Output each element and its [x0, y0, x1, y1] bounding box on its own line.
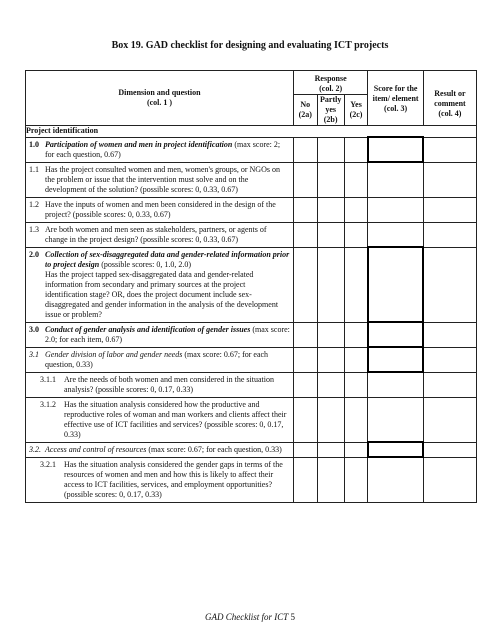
score-cell[interactable]: [368, 247, 423, 322]
question-number: 3.0: [29, 324, 39, 334]
response-partly-cell[interactable]: [317, 137, 344, 162]
result-cell[interactable]: [423, 347, 476, 372]
response-yes-cell[interactable]: [344, 322, 368, 347]
partly-col-label: (2b): [323, 115, 338, 124]
page-footer: [0, 612, 500, 622]
response-yes-cell[interactable]: [344, 247, 368, 322]
response-partly-cell[interactable]: [317, 322, 344, 347]
question-number: 1.2: [29, 199, 39, 209]
checklist-row: [26, 247, 477, 322]
response-col-label: (col. 2): [319, 84, 343, 93]
score-cell[interactable]: [368, 457, 423, 502]
checklist-row: [26, 322, 477, 347]
question-score-note: (max score: 0.67; for each question, 0.33): [146, 444, 282, 454]
question-cell: [26, 162, 294, 197]
score-cell[interactable]: [368, 397, 423, 442]
score-cell[interactable]: [368, 322, 423, 347]
question-text: [45, 445, 290, 455]
question-number: 3.2.: [29, 444, 41, 454]
result-cell[interactable]: [423, 247, 476, 322]
score-cell[interactable]: [368, 197, 423, 222]
result-cell[interactable]: [423, 162, 476, 197]
result-cell[interactable]: [423, 222, 476, 247]
checklist-row: [26, 347, 477, 372]
header-row: [26, 71, 477, 95]
response-partly-cell[interactable]: [317, 397, 344, 442]
question-number: 2.0: [29, 249, 39, 259]
question-cell: [26, 397, 294, 442]
result-cell[interactable]: [423, 372, 476, 397]
question-text: Has the situation analysis considered how the productive and reproductive roles of woman and man workers and clients affect their effective use of ICT facilities and services? (possible scores: 0, 0.17, 0.33): [64, 399, 287, 439]
response-partly-cell[interactable]: [317, 197, 344, 222]
response-no-cell[interactable]: [293, 197, 317, 222]
result-cell[interactable]: [423, 322, 476, 347]
response-partly-cell[interactable]: [317, 247, 344, 322]
response-no-cell[interactable]: [293, 137, 317, 162]
result-cell[interactable]: [423, 197, 476, 222]
page-number: 5: [290, 612, 295, 622]
response-yes-cell[interactable]: [344, 347, 368, 372]
question-score-note: (max score: 2; for each question, 0.67): [45, 139, 281, 159]
response-no-cell[interactable]: [293, 442, 317, 457]
no-header: [293, 95, 317, 126]
result-cell[interactable]: [423, 137, 476, 162]
question-lead: Conduct of gender analysis and identification of gender issues: [45, 324, 251, 334]
question-number: 3.2.1: [40, 459, 56, 469]
question-text: [45, 140, 290, 160]
response-yes-cell[interactable]: [344, 457, 368, 502]
question-lead: Participation of women and men in project identification: [45, 139, 233, 149]
result-label: Result or comment: [434, 89, 466, 108]
question-text: Has the project consulted women and men, women's groups, or NGOs on the problem or issue that the intervention must solve and on the development of the solution? (possible scores: 0, 0.33, 0.67): [45, 164, 280, 194]
response-no-cell[interactable]: [293, 457, 317, 502]
score-cell[interactable]: [368, 137, 423, 162]
checklist-row: [26, 222, 477, 247]
question-score-note: (max score: 2.0; for each item, 0.67): [45, 324, 290, 344]
score-cell[interactable]: [368, 347, 423, 372]
response-yes-cell[interactable]: [344, 197, 368, 222]
response-no-cell[interactable]: [293, 347, 317, 372]
response-yes-cell[interactable]: [344, 397, 368, 442]
question-text: Have the inputs of women and men been considered in the design of the project? (possible scores: 0, 0.33, 0.67): [45, 199, 276, 219]
result-cell[interactable]: [423, 397, 476, 442]
score-label: Score for the item/ element: [372, 84, 419, 103]
partly-header: [317, 95, 344, 126]
response-no-cell[interactable]: [293, 222, 317, 247]
response-partly-cell[interactable]: [317, 162, 344, 197]
section-row: [26, 126, 477, 138]
dimension-header: [26, 71, 294, 126]
yes-header: [344, 95, 368, 126]
question-text: Has the situation analysis considered the gender gaps in terms of the resources of women and men and how this is likely to affect their access to ICT facilities, services, and employment opportunities? (possible scores: 0, 0.17, 0.33): [64, 459, 283, 499]
dimension-label: Dimension and question: [118, 88, 201, 97]
yes-label: Yes: [350, 100, 362, 109]
response-no-cell[interactable]: [293, 162, 317, 197]
result-header: [423, 71, 476, 126]
question-text: [45, 250, 290, 320]
dimension-col-label: (col. 1 ): [146, 98, 173, 107]
response-yes-cell[interactable]: [344, 162, 368, 197]
response-yes-cell[interactable]: [344, 372, 368, 397]
no-col-label: (2a): [298, 110, 312, 119]
question-cell: [26, 137, 294, 162]
section-title: Project identification: [26, 126, 477, 138]
question-text: [45, 350, 290, 370]
checklist-row: [26, 197, 477, 222]
response-partly-cell[interactable]: [317, 442, 344, 457]
score-header: [368, 71, 423, 126]
response-no-cell[interactable]: [293, 322, 317, 347]
result-col-label: (col. 4): [438, 109, 462, 118]
footer-title: GAD Checklist for ICT: [205, 612, 289, 622]
response-partly-cell[interactable]: [317, 347, 344, 372]
question-detail: Has the project tapped sex-disaggregated data and gender-related information from secondary and primary sources at the project identification stage? OR, does the project document include sex-disaggregated and gender information in the analysis of the development issue or problem?: [45, 269, 279, 319]
response-yes-cell[interactable]: [344, 137, 368, 162]
response-header: [293, 71, 367, 95]
question-cell: [26, 347, 294, 372]
question-lead: Collection of sex-disaggregated data and gender-related information prior to project design: [45, 249, 290, 269]
question-score-note: (max score: 0.67; for each question, 0.33): [45, 349, 269, 369]
checklist-row: [26, 397, 477, 442]
question-lead: Access and control of resources: [45, 444, 147, 454]
response-partly-cell[interactable]: [317, 222, 344, 247]
response-no-cell[interactable]: [293, 397, 317, 442]
checklist-row: [26, 372, 477, 397]
response-partly-cell[interactable]: [317, 457, 344, 502]
question-score-note: (possible scores: 0, 1.0, 2.0): [99, 259, 191, 269]
question-number: 1.3: [29, 224, 39, 234]
score-cell[interactable]: [368, 162, 423, 197]
question-cell: [26, 457, 294, 502]
question-cell: [26, 442, 294, 457]
response-label: Response: [314, 74, 347, 83]
question-number: 3.1.1: [40, 374, 56, 384]
score-cell[interactable]: [368, 372, 423, 397]
question-number: 1.0: [29, 139, 39, 149]
response-partly-cell[interactable]: [317, 372, 344, 397]
checklist-table: [25, 70, 477, 503]
result-cell[interactable]: [423, 457, 476, 502]
question-text: Are the needs of both women and men considered in the situation analysis? (possible scores: 0, 0.17, 0.33): [64, 374, 274, 394]
result-cell[interactable]: [423, 442, 476, 457]
response-yes-cell[interactable]: [344, 442, 368, 457]
question-cell: [26, 322, 294, 347]
question-lead: Gender division of labor and gender needs: [45, 349, 183, 359]
response-yes-cell[interactable]: [344, 222, 368, 247]
question-number: 3.1.2: [40, 399, 56, 409]
checklist-row: [26, 137, 477, 162]
response-no-cell[interactable]: [293, 247, 317, 322]
score-col-label: (col. 3): [384, 104, 408, 113]
question-text: [45, 325, 290, 345]
question-number: 1.1: [29, 164, 39, 174]
no-label: No: [300, 100, 311, 109]
checklist-row: [26, 442, 477, 457]
question-number: 3.1: [29, 349, 39, 359]
score-cell[interactable]: [368, 222, 423, 247]
checklist-row: [26, 457, 477, 502]
question-cell: [26, 372, 294, 397]
question-text: Are both women and men seen as stakeholders, partners, or agents of change in the project design? (possible scores: 0, 0.33, 0.67): [45, 224, 267, 244]
partly-label: Partly: [320, 95, 342, 104]
question-cell: [26, 197, 294, 222]
yes-col-label: (2c): [349, 110, 363, 119]
question-cell: [26, 247, 294, 322]
box-title: Box 19. GAD checklist for designing and evaluating ICT projects: [111, 40, 389, 51]
score-cell[interactable]: [368, 442, 423, 457]
partly-label-2: yes: [325, 105, 336, 114]
checklist-row: [26, 162, 477, 197]
question-cell: [26, 222, 294, 247]
response-no-cell[interactable]: [293, 372, 317, 397]
